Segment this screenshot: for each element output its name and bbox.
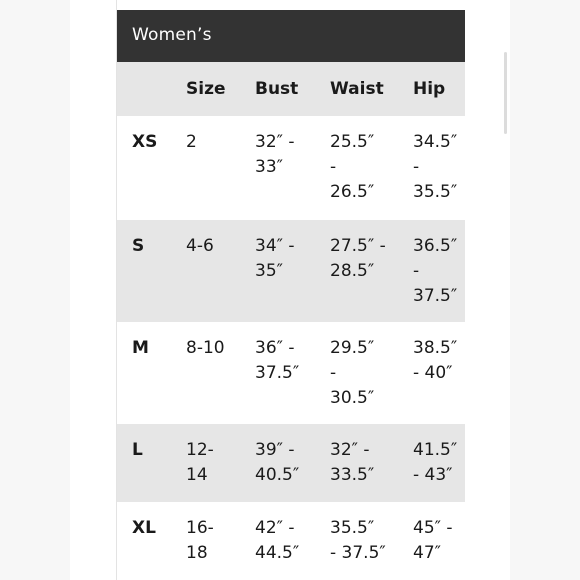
size-value: 16- 18 [186,518,214,563]
left-margin [0,0,70,580]
size-value: 2 [186,132,197,152]
column-header-waist: Waist [330,79,384,99]
bust-value: 42″ - 44.5″ [255,518,300,563]
table-row [117,424,465,502]
hip-value: 41.5″ - 43″ [413,440,458,485]
right-margin [510,0,580,580]
waist-value: 27.5″ - 28.5″ [330,236,386,281]
size-value: 4-6 [186,236,214,256]
waist-value: 32″ - 33.5″ [330,440,375,485]
column-header-hip: Hip [413,79,446,99]
waist-value: 35.5″ - 37.5″ [330,518,386,563]
waist-value: 29.5″ - 30.5″ [330,338,375,408]
size-value: 12- 14 [186,440,214,485]
column-header-size: Size [186,79,226,99]
size-label: L [132,440,143,460]
hip-value: 38.5″ - 40″ [413,338,458,383]
size-chart-table [116,0,465,580]
table-row [117,502,465,580]
bust-value: 36″ - 37.5″ [255,338,300,383]
column-header-row [117,62,465,116]
table-row [117,322,465,424]
table-header-bar [117,10,465,62]
table-row [117,116,465,220]
hip-value: 45″ - 47″ [413,518,453,563]
bust-value: 34″ - 35″ [255,236,295,281]
bust-value: 39″ - 40.5″ [255,440,300,485]
size-label: XL [132,518,156,538]
size-label: XS [132,132,158,152]
column-header-bust: Bust [255,79,299,99]
size-value: 8-10 [186,338,225,358]
scrollbar-thumb[interactable] [504,52,507,134]
table-title: Women’s [132,25,212,45]
bust-value: 32″ - 33″ [255,132,295,177]
hip-value: 36.5″ - 37.5″ [413,236,458,306]
hip-value: 34.5″ - 35.5″ [413,132,458,202]
waist-value: 25.5″ - 26.5″ [330,132,375,202]
table-row [117,220,465,322]
size-label: M [132,338,149,358]
size-label: S [132,236,145,256]
